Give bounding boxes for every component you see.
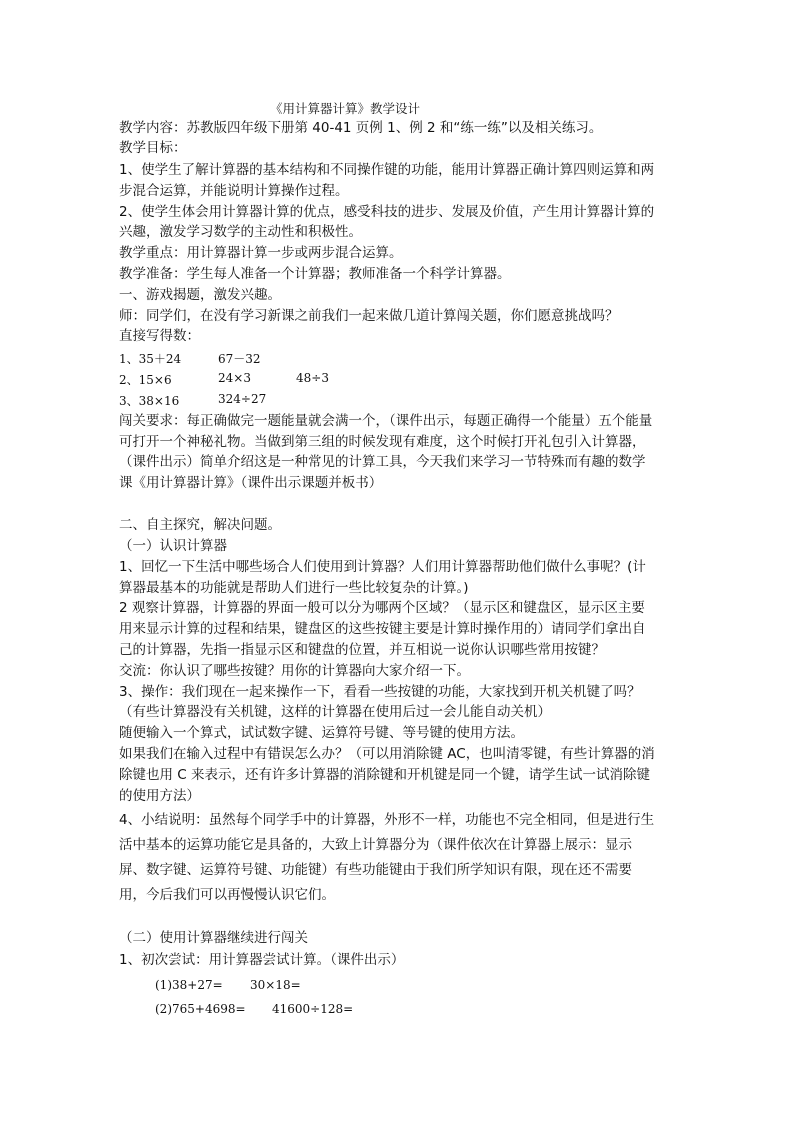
text-line: 闯关要求：每正确做完一题能量就会满一个，（课件出示，每题正确得一个能量）五个能量 bbox=[119, 413, 653, 429]
text-line: 直接写得数： bbox=[119, 328, 200, 344]
calc-item: 41600÷128= bbox=[272, 1002, 354, 1016]
text-line: （有些计算器没有关机键，这样的计算器在使用后过一会儿能自动关机） bbox=[119, 704, 551, 720]
text-line: 师：同学们，在没有学习新课之前我们一起来做几道计算闯关题，你们愿意挑战吗？ bbox=[119, 308, 619, 324]
section-heading: 二、自主探究，解决问题。 bbox=[119, 517, 281, 533]
calc-item: (2)765+4698= bbox=[155, 1002, 246, 1016]
text-line: 1、回忆一下生活中哪些场合人们使用到计算器？人们用计算器帮助他们做什么事呢？(计 bbox=[119, 559, 646, 575]
calc-item: 324÷27 bbox=[218, 392, 267, 406]
document-title: 《用计算器计算》教学设计 bbox=[270, 101, 421, 116]
text-line: 3、操作：我们现在一起来操作一下，看看一些按键的功能，大家找到开机关机键了吗？ bbox=[119, 684, 641, 700]
text-line: 2 观察计算器，计算器的界面一般可以分为哪两个区域？（显示区和键盘区，显示区主要 bbox=[119, 600, 645, 616]
text-line: 可打开一个神秘礼物。当做到第三组的时候发现有难度，这个时候打开礼包引入计算器， bbox=[119, 434, 646, 450]
text-line: 兴趣，激发学习数学的主动性和积极性。 bbox=[119, 224, 362, 240]
text-line: 活中基本的运算功能它是具备的，大致上计算器分为（课件依次在计算器上展示：显示 bbox=[119, 837, 632, 853]
calc-item: 1、35＋24 bbox=[119, 352, 182, 366]
subsection-heading: （二）使用计算器继续进行闯关 bbox=[119, 930, 308, 946]
text-line: 交流：你认识了哪些按键？用你的计算器向大家介绍一下。 bbox=[119, 663, 470, 679]
text-line: 的使用方法） bbox=[119, 788, 200, 804]
calc-item: (1)38+27= bbox=[155, 978, 223, 992]
subsection-heading: （一）认识计算器 bbox=[119, 538, 227, 554]
text-line: 用，今后我们可以再慢慢认识它们。 bbox=[119, 887, 335, 903]
text-line: 4、小结说明：虽然每个同学手中的计算器，外形不一样，功能也不完全相同，但是进行生 bbox=[119, 812, 655, 828]
text-line: 如果我们在输入过程中有错误怎么办？（可以用消除键 AC，也叫清零键，有些计算器的消 bbox=[119, 746, 655, 762]
section-heading: 一、游戏揭题，激发兴趣。 bbox=[119, 287, 281, 303]
calc-item: 67－32 bbox=[218, 352, 261, 366]
text-line: 步混合运算，并能说明计算操作过程。 bbox=[119, 183, 349, 199]
text-line: （课件出示）简单介绍这是一种常见的计算工具，今天我们来学习一节特殊而有趣的数学 bbox=[119, 454, 646, 470]
text-line: 除键也用 C 来表示，还有许多计算器的消除键和开机键是同一个键，请学生试一试消除键 bbox=[119, 767, 651, 783]
calc-item: 48÷3 bbox=[296, 371, 329, 385]
text-line: 教学内容：苏教版四年级下册第 40-41 页例 1、例 2 和“练一练”以及相关练习。 bbox=[119, 120, 603, 136]
calc-item: 3、38×16 bbox=[119, 394, 180, 408]
calc-item: 30×18= bbox=[250, 978, 301, 992]
calc-item: 2、15×6 bbox=[119, 373, 172, 387]
text-line: 屏、数字键、运算符号键、功能键）有些功能键由于我们所学知识有限，现在还不需要 bbox=[119, 862, 632, 878]
text-line: 1、初次尝试：用计算器尝试计算。（课件出示） bbox=[119, 952, 405, 968]
text-line: 教学准备：学生每人准备一个计算器；教师准备一个科学计算器。 bbox=[119, 266, 511, 282]
text-line: 教学目标： bbox=[119, 140, 187, 156]
text-line: 1、使学生了解计算器的基本结构和不同操作键的功能，能用计算器正确计算四则运算和两 bbox=[119, 162, 655, 178]
text-line: 课《用计算器计算》（课件出示课题并板书） bbox=[119, 475, 383, 491]
text-line: 算器最基本的功能就是帮助人们进行一些比较复杂的计算。) bbox=[119, 580, 469, 596]
calc-item: 24×3 bbox=[218, 371, 251, 385]
text-line: 2、使学生体会用计算器计算的优点，感受科技的进步、发展及价值，产生用计算器计算的 bbox=[119, 204, 655, 220]
text-line: 己的计算器，先指一指显示区和键盘的位置，并互相说一说你认识哪些常用按键？ bbox=[119, 642, 605, 658]
text-line: 随便输入一个算式，试试数字键、运算符号键、等号键的使用方法。 bbox=[119, 725, 524, 741]
text-line: 教学重点：用计算器计算一步或两步混合运算。 bbox=[119, 245, 403, 261]
text-line: 用来显示计算的过程和结果，键盘区的这些按键主要是计算时操作用的）请同学们拿出自 bbox=[119, 621, 646, 637]
